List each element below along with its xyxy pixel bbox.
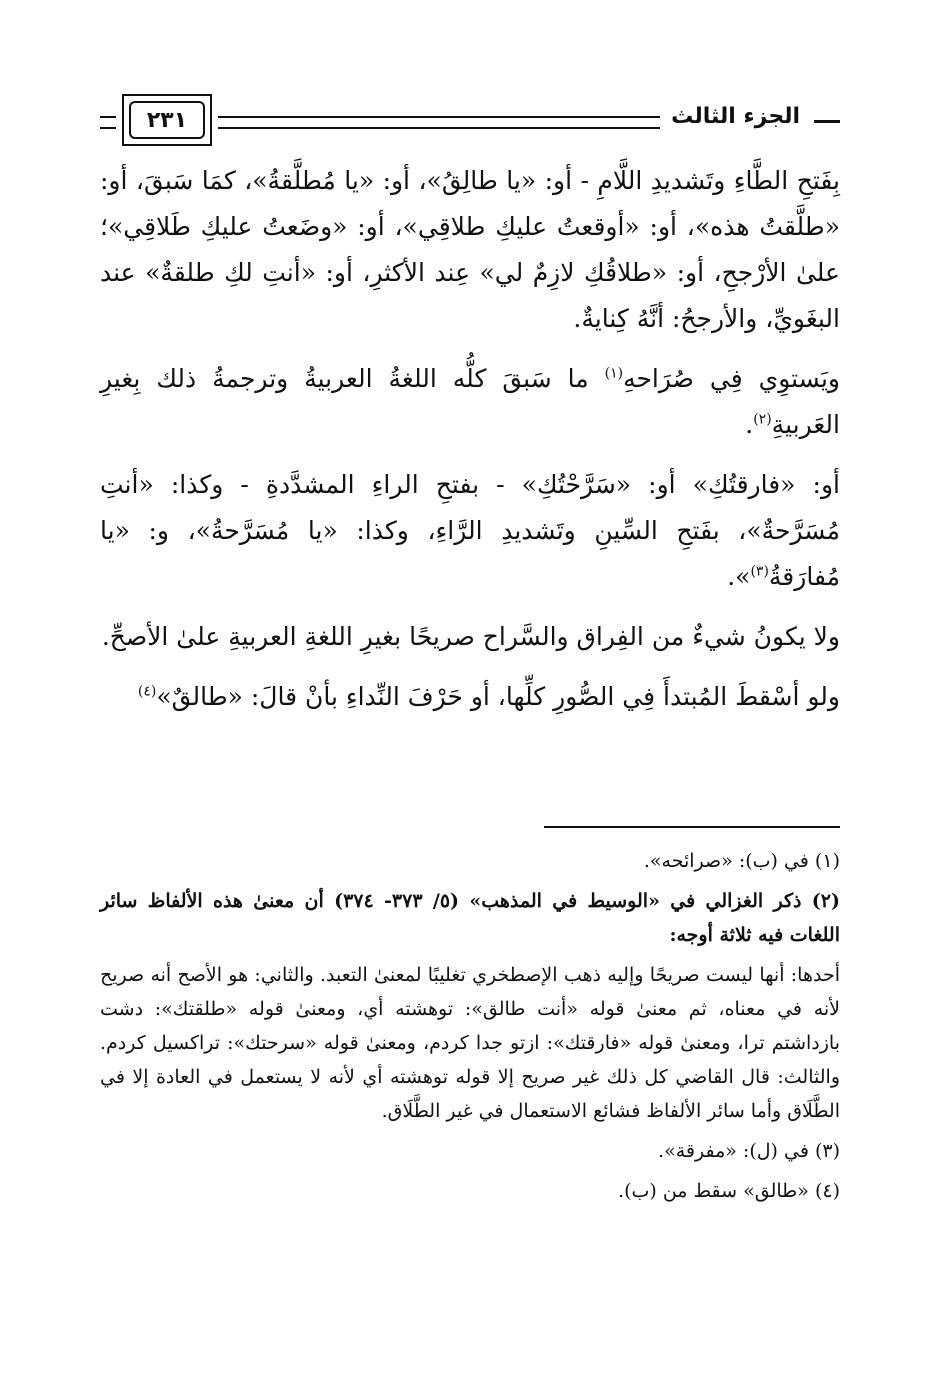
footnote-ref-3: (٣) [750, 563, 769, 580]
footnote-2-heading: (٢) ذكر الغزالي في «الوسيط في المذهب» (٥/ ٣٧٣- ٣٧٤) أن معنىٰ هذه الألفاظ سائر اللغات فيه ثلاثة أوجه: [100, 890, 840, 946]
paragraph-5 [100, 674, 840, 720]
page-header [100, 92, 840, 152]
paragraph-3-text-end: ». [727, 562, 751, 591]
footnote-4: (٤) «طالق» سقط من (ب). [618, 1180, 840, 1202]
paragraph-2-text-end: . [745, 410, 754, 439]
footnote-ref-2: (٢) [753, 411, 772, 428]
header-dash-right [814, 120, 840, 123]
footnote-ref-4: (٤) [137, 683, 157, 700]
paragraph-4: ولا يكونُ شيءٌ من الفِراق والسَّراح صريحًا بغيرِ اللغةِ العربيةِ علىٰ الأصحِّ. [101, 622, 840, 651]
part-title: الجزء الثالث [671, 104, 800, 129]
paragraph-5-text: ولو أسْقطَ المُبتدأَ فِي الصُّورِ كلِّها، أو حَرْفَ النِّداءِ بأنْ قالَ: «طالقٌ» [156, 682, 840, 711]
footnote-separator [544, 826, 840, 828]
footnote-2-body: أحدها: أنها ليست صريحًا وإليه ذهب الإصطخري تغليبًا لمعنىٰ التعبد. والثاني: هو الأصح أنه صريح لأنه في معناه، ثم معنىٰ قوله «أنت طالق»: توهشته أي، ومعنىٰ قوله «طلقتك»: دشت بازداشتم ترا، ومعنىٰ قوله «فارقتك»: ازتو جدا كردم، ومعنىٰ قوله «سرحتك»: تراكسيل كردم. والثالث: قال القاضي كل ذلك غير صريح إلا قوله توهشته أي لأنه لا يستعمل في العادة إلا في الطَّلَاق وأما سائر الألفاظ فشائع الاستعمال في غير الطَّلَاق. [100, 964, 840, 1122]
paragraph-2 [100, 356, 840, 448]
paragraph-3 [100, 462, 840, 600]
page-number: ٢٣١ [129, 101, 205, 139]
footnote-ref-1: (١) [604, 365, 624, 382]
paragraph-3-text-start: أو: «فارقتُكِ» أو: «سَرَّحْتُكِ» - بفتحِ الراءِ المشدَّدةِ - وكذا: «أنتِ مُسَرَّحةٌ»، بفَتحِ السِّينِ وتَشديدِ الرَّاءِ، وكذا: «يا مُسَرَّحةُ»، و: «يا مُفارَقةُ [100, 470, 840, 591]
main-text [100, 158, 840, 734]
paragraph-2-text-middle: ما سَبقَ كلُّه اللغةُ العربيةُ وترجمةُ ذلك بِغيرِ العَربيةِ [100, 364, 840, 439]
footnote-3: (٣) في (ل): «مفرقة». [658, 1140, 840, 1162]
paragraph-1: بِفَتحِ الطَّاءِ وتَشديدِ اللَّامِ - أو: «يا طالِقُ»، أو: «يا مُطلَّقةُ»، كمَا سَبقَ، أو: «طلَّقتُ هذه»، أو: «أوقعتُ عليكِ طلاقِي»، أو: «وضَعتُ عليكِ طَلاقِي»؛ علىٰ الأرْجحِ، أو: «طلاقُكِ لازِمٌ لي» عِند الأكثرِ، أو: «أنتِ لكِ طلقةٌ» عند البغَويِّ، والأرجحُ: أنَّهُ كِنايةٌ. [100, 166, 840, 333]
header-dash-left [100, 116, 116, 129]
header-double-rule [218, 116, 660, 129]
page-number-frame [122, 94, 212, 146]
footnotes [100, 844, 840, 1214]
footnote-1: (١) في (ب): «صرائحه». [643, 850, 840, 872]
paragraph-2-text-start: ويَستوِي فِي صُرَاحهِ [623, 364, 840, 393]
